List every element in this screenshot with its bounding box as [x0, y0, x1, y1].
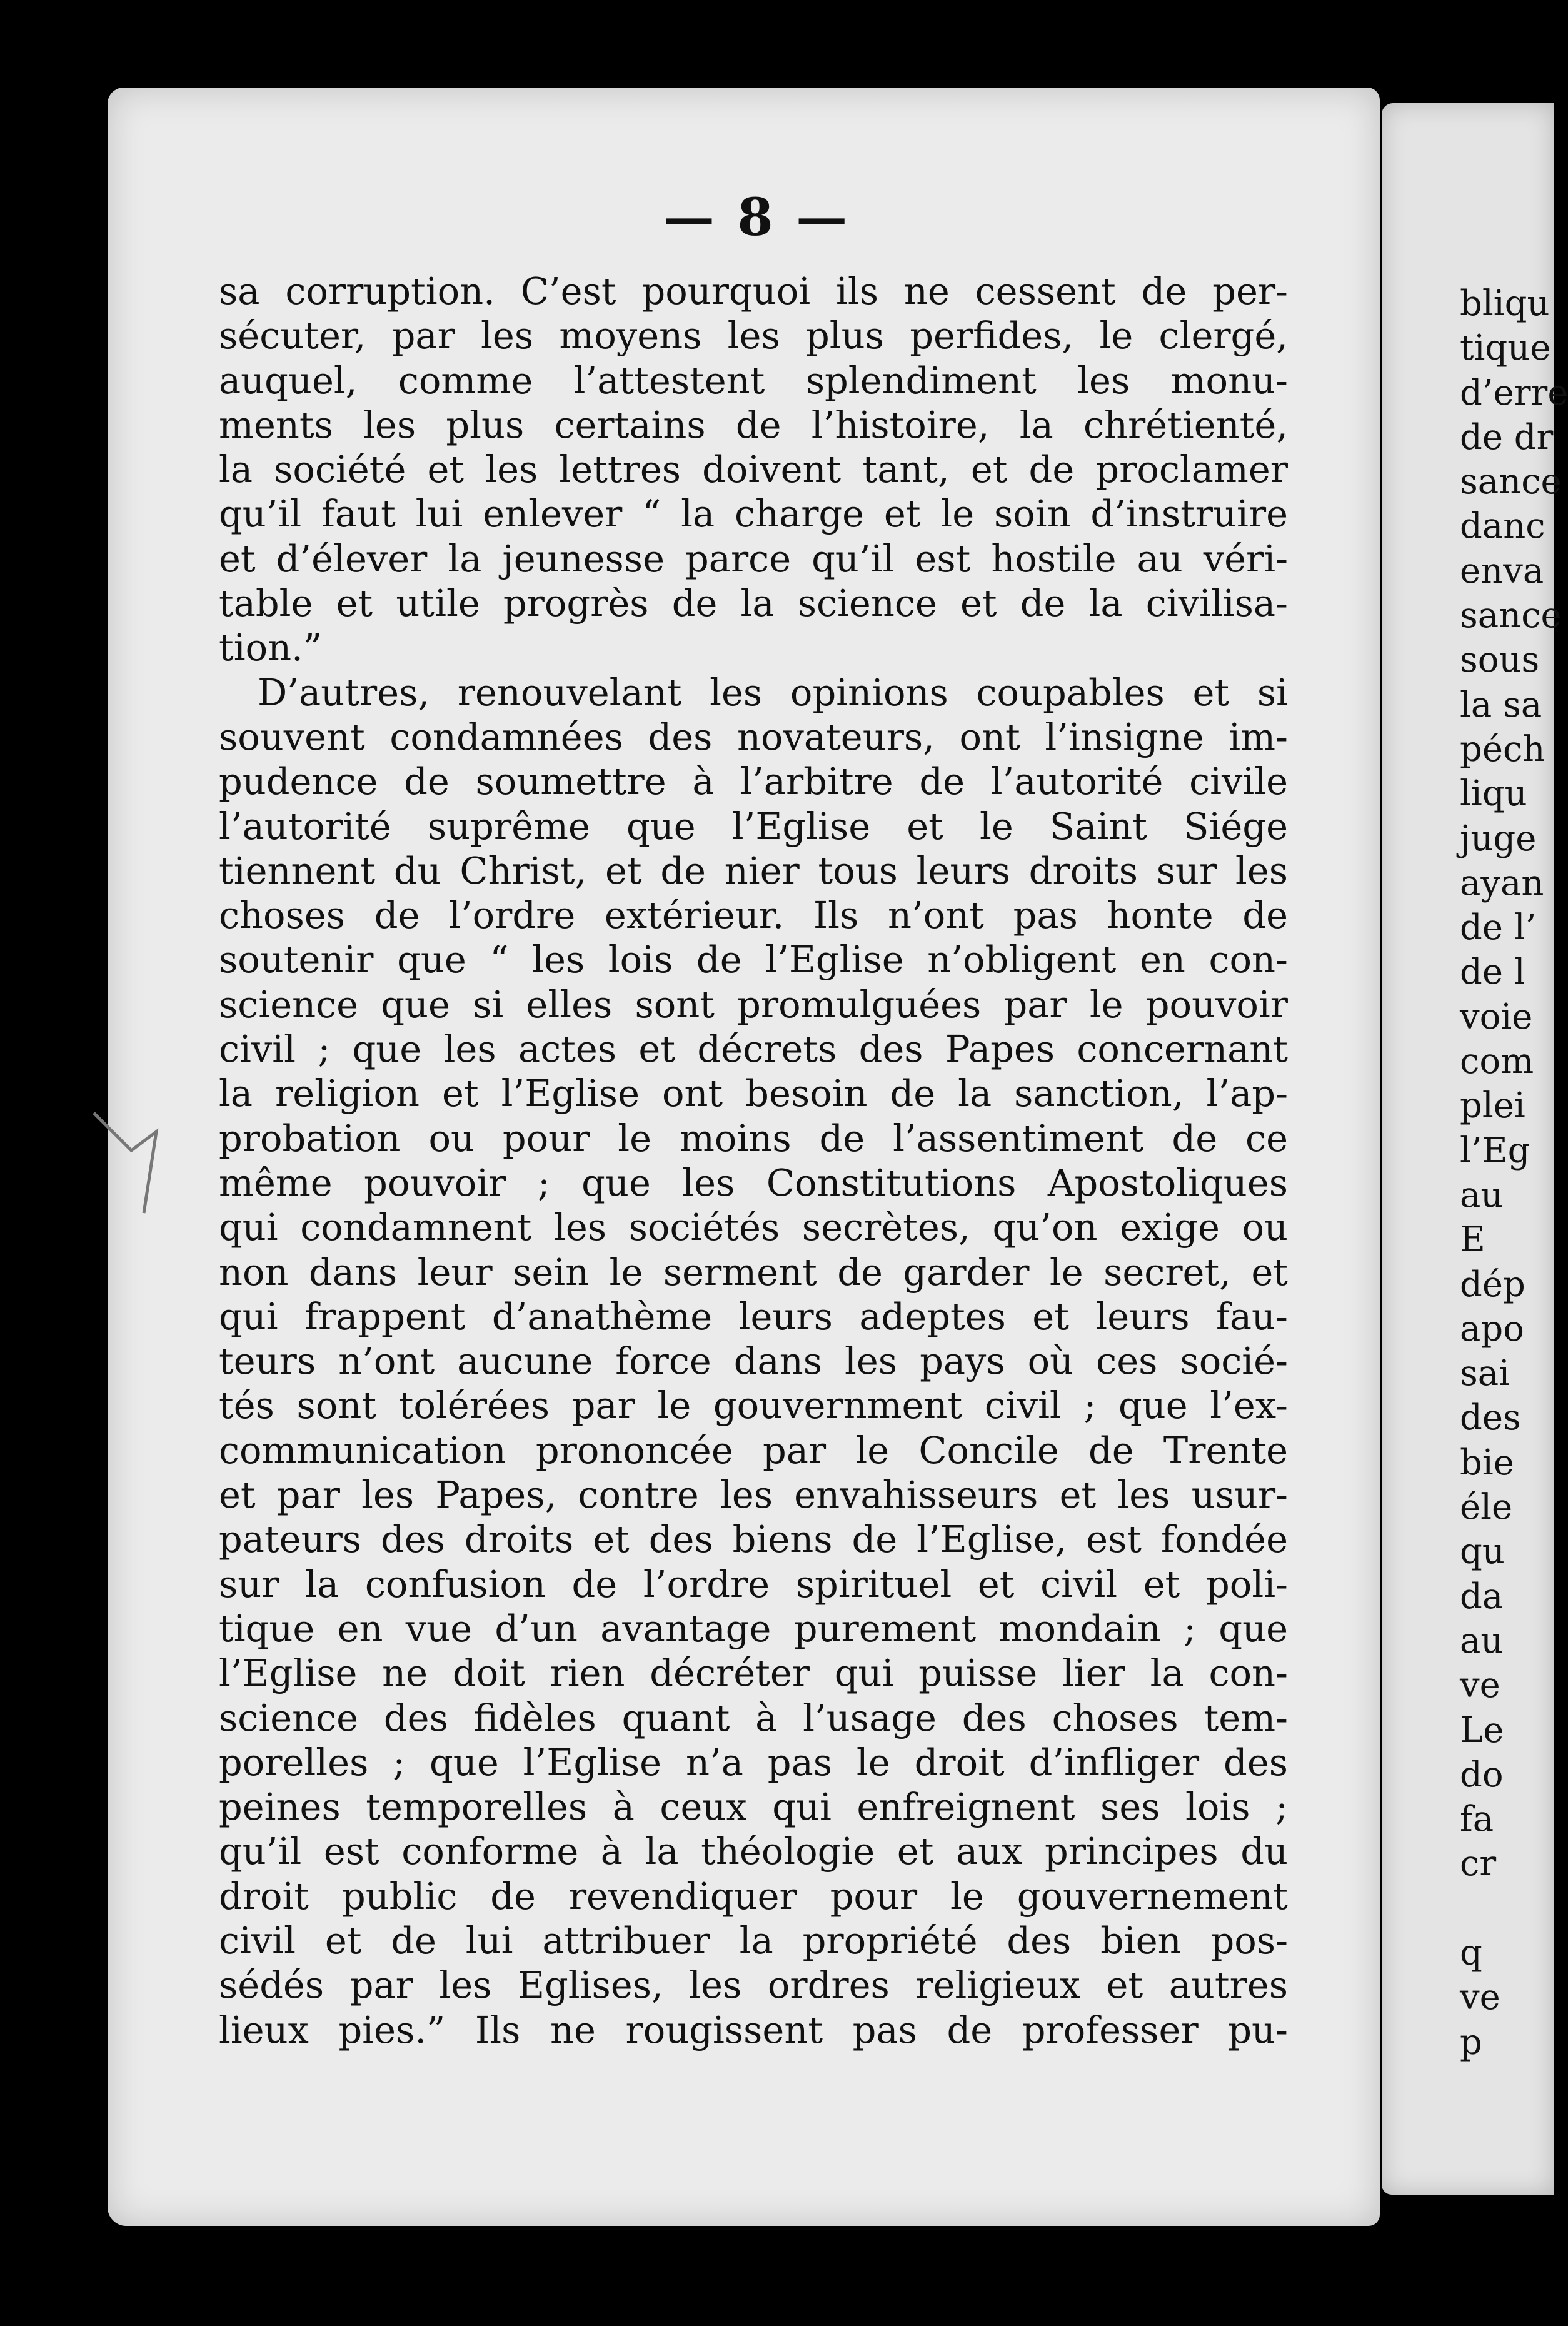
text-line: lieux pies.” Ils ne rougissent pas de professer pu-: [219, 2008, 1288, 2052]
fragment-line: p: [1460, 2021, 1482, 2063]
fragment-line: do: [1460, 1754, 1504, 1795]
text-line: qui condamnent les sociétés secrètes, qu’on exige ou: [219, 1206, 1288, 1249]
fragment-line: bliqu: [1460, 283, 1550, 324]
fragment-line: da: [1460, 1576, 1504, 1617]
text-line: l’autorité suprême que l’Eglise et le Saint Siége: [219, 804, 1288, 848]
text-line: auquel, comme l’attestent splendiment les monu-: [219, 358, 1288, 402]
fragment-line: E: [1460, 1219, 1485, 1261]
fragment-line: enva: [1460, 550, 1544, 592]
text-line: la société et les lettres doivent tant, et de proclamer: [219, 448, 1288, 491]
text-line: tique en vue d’un avantage purement mondain ; que: [219, 1606, 1288, 1650]
fragment-line: au: [1460, 1174, 1504, 1216]
fragment-line: la sa: [1460, 684, 1542, 725]
text-line: souvent condamnées des novateurs, ont l’insigne im-: [219, 715, 1288, 758]
text-line: science que si elles sont promulguées par le pouvoir: [219, 982, 1288, 1026]
page-number: — 8 —: [663, 188, 850, 248]
fragment-line: sance: [1460, 595, 1562, 637]
fragment-line: de l’: [1460, 907, 1537, 949]
text-line: civil et de lui attribuer la propriété des bien pos-: [219, 1918, 1288, 1962]
main-text-block: [219, 269, 1288, 2052]
text-line: la religion et l’Eglise ont besoin de la sanction, l’ap-: [219, 1072, 1288, 1115]
text-line: même pouvoir ; que les Constitutions Apostoliques: [219, 1160, 1288, 1204]
fragment-line: d’erre: [1460, 372, 1568, 413]
fragment-line: péch: [1460, 728, 1545, 770]
text-line: ments les plus certains de l’histoire, la chrétienté,: [219, 403, 1288, 446]
fragment-line: des: [1460, 1397, 1521, 1439]
fragment-line: sous: [1460, 640, 1540, 681]
text-line: choses de l’ordre extérieur. Ils n’ont pas honte de: [219, 894, 1288, 937]
text-line: droit public de revendiquer pour le gouvernement: [219, 1874, 1288, 1918]
fragment-line: sai: [1460, 1353, 1510, 1394]
fragment-line: éle: [1460, 1487, 1513, 1528]
text-line: teurs n’ont aucune force dans les pays où ces socié-: [219, 1339, 1288, 1383]
text-line: qu’il faut lui enlever “ la charge et le soin d’instruire: [219, 492, 1288, 536]
text-line: sa corruption. C’est pourquoi ils ne cessent de per-: [219, 269, 1288, 313]
fragment-line: ve: [1460, 1977, 1500, 2018]
text-line: communication prononcée par le Concile de Trente: [219, 1428, 1288, 1472]
text-line: soutenir que “ les lois de l’Eglise n’obligent en con-: [219, 938, 1288, 982]
fragment-line: sance: [1460, 461, 1562, 503]
fragment-line: juge: [1460, 818, 1537, 859]
text-line: et par les Papes, contre les envahisseurs et les usur-: [219, 1473, 1288, 1517]
text-line: civil ; que les actes et décrets des Papes concernant: [219, 1027, 1288, 1071]
fragment-line: danc: [1460, 506, 1545, 547]
fragment-line: liqu: [1460, 773, 1527, 815]
fragment-line: tique: [1460, 328, 1551, 369]
fragment-line: apo: [1460, 1308, 1524, 1349]
text-line: qu’il est conforme à la théologie et aux principes du: [219, 1830, 1288, 1873]
text-line: non dans leur sein le serment de garder le secret, et: [219, 1250, 1288, 1294]
text-line: qui frappent d’anathème leurs adeptes et leurs fau-: [219, 1294, 1288, 1338]
fragment-line: au: [1460, 1620, 1504, 1661]
next-page-text-fragment: [1460, 281, 1568, 2065]
text-line: pateurs des droits et des biens de l’Eglise, est fondée: [219, 1518, 1288, 1561]
fragment-line: com: [1460, 1041, 1534, 1082]
text-line: tion.”: [219, 626, 323, 670]
fragment-line: de dr: [1460, 416, 1554, 458]
fragment-line: [1460, 1886, 1554, 1931]
text-line: science des fidèles quant à l’usage des choses tem-: [219, 1696, 1288, 1739]
fragment-line: plei: [1460, 1085, 1525, 1127]
text-line: probation ou pour le moins de l’assentiment de ce: [219, 1116, 1288, 1160]
fragment-line: qu: [1460, 1531, 1505, 1573]
text-line: pudence de soumettre à l’arbitre de l’autorité civile: [219, 760, 1288, 803]
fragment-line: dép: [1460, 1264, 1525, 1305]
text-line: sur la confusion de l’ordre spirituel et civil et poli-: [219, 1562, 1288, 1606]
text-line: table et utile progrès de la science et de la civilisa-: [219, 582, 1288, 625]
fragment-line: voie: [1460, 996, 1533, 1037]
text-line: et d’élever la jeunesse parce qu’il est hostile au véri-: [219, 536, 1288, 580]
fragment-line: ve: [1460, 1665, 1500, 1706]
text-line: porelles ; que l’Eglise n’a pas le droit d’infliger des: [219, 1740, 1288, 1784]
text-line: tiennent du Christ, et de nier tous leurs droits sur les: [219, 848, 1288, 892]
page-fold-mark: [88, 1107, 163, 1219]
text-line: D’autres, renouvelant les opinions coupables et si: [258, 670, 1288, 714]
fragment-line: ayan: [1460, 862, 1544, 904]
text-line: l’Eglise ne doit rien décréter qui puisse lier la con-: [219, 1651, 1288, 1695]
fragment-line: bie: [1460, 1442, 1514, 1483]
fragment-line: l’Eg: [1460, 1130, 1530, 1171]
text-line: tés sont tolérées par le gouvernment civil ; que l’ex-: [219, 1384, 1288, 1427]
fragment-line: de l: [1460, 952, 1525, 993]
fragment-line: fa: [1460, 1799, 1494, 1840]
fragment-line: q: [1460, 1932, 1482, 1973]
fragment-line: cr: [1460, 1843, 1497, 1885]
text-line: sécuter, par les moyens les plus perfides, le clergé,: [219, 314, 1288, 358]
text-line: sédés par les Eglises, les ordres religieux et autres: [219, 1963, 1288, 2007]
fragment-line: Le: [1460, 1709, 1504, 1751]
text-line: peines temporelles à ceux qui enfreignent ses lois ;: [219, 1785, 1288, 1829]
